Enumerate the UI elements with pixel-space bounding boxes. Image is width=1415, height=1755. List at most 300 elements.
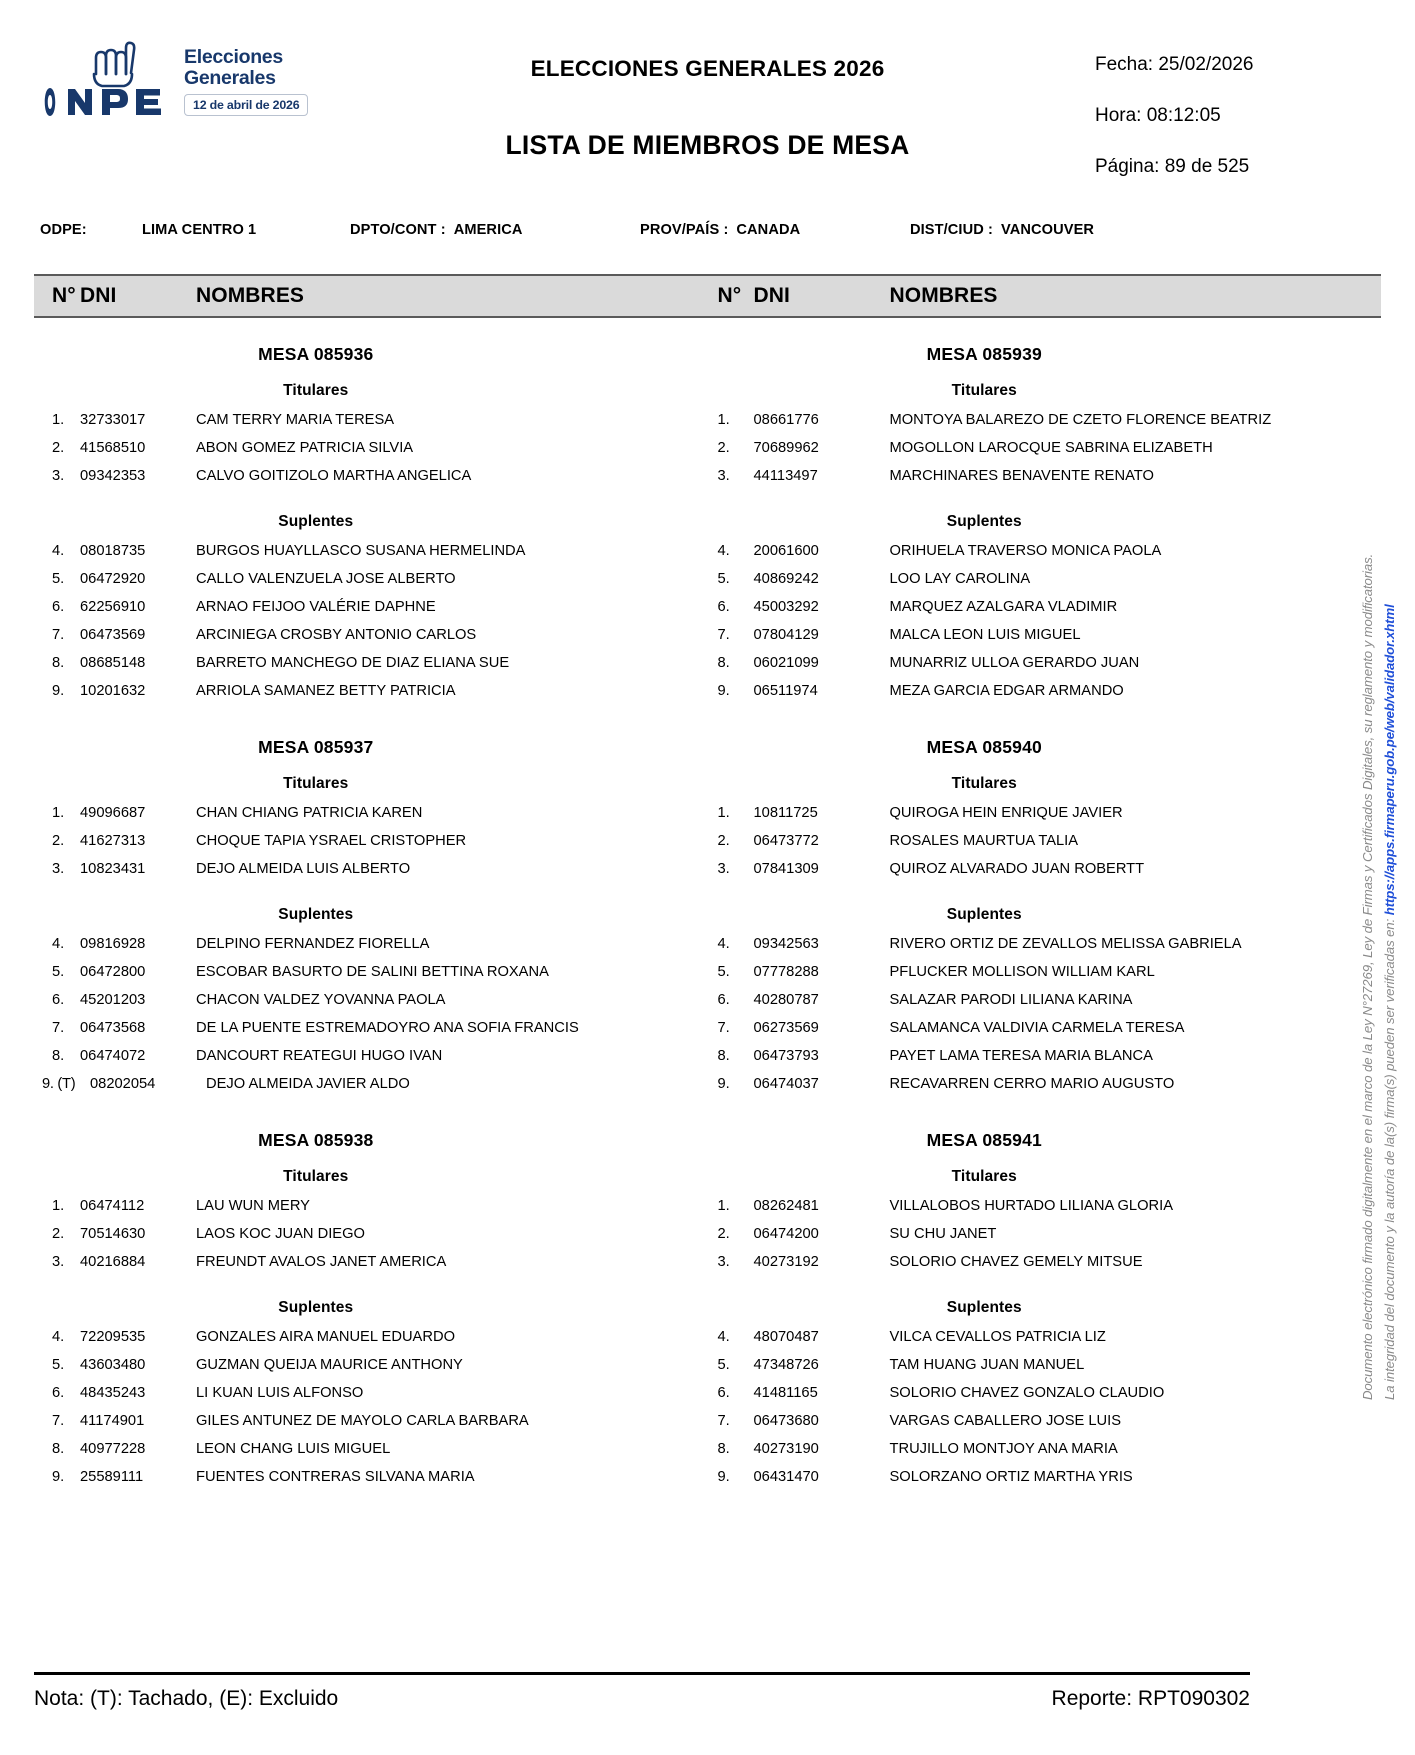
table-row: [34, 936, 708, 964]
row-dni: 40280787: [753, 992, 819, 1008]
row-nombre: SOLORZANO ORTIZ MARTHA YRIS: [889, 1469, 1133, 1485]
row-dni: 41568510: [80, 440, 146, 456]
row-nombre: SOLORIO CHAVEZ GONZALO CLAUDIO: [889, 1385, 1165, 1401]
section-title-titulares: Titulares: [951, 1168, 1017, 1185]
row-dni: 08685148: [80, 655, 146, 671]
row-nombre: RECAVARREN CERRO MARIO AUGUSTO: [889, 1076, 1175, 1092]
row-number: 4.: [717, 543, 730, 559]
row-dni: 06472800: [80, 964, 146, 980]
mesa-rows: [708, 1329, 1382, 1497]
row-dni: 20061600: [753, 543, 819, 559]
footer-row: [34, 1687, 1250, 1711]
section-title-titulares: Titulares: [951, 775, 1017, 792]
row-dni: 10201632: [80, 683, 146, 699]
row-number: 7.: [717, 1413, 730, 1429]
table-header-wrap: [0, 274, 1415, 318]
row-nombre: BURGOS HUAYLLASCO SUSANA HERMELINDA: [196, 543, 526, 559]
prov-value: CANADA: [736, 222, 801, 238]
row-number: 7.: [717, 1020, 730, 1036]
page-footer: [34, 1672, 1250, 1711]
row-dni: 41174901: [80, 1413, 145, 1429]
row-dni: 49096687: [80, 805, 146, 821]
row-dni: 06474037: [753, 1076, 819, 1092]
mesa-block: [34, 737, 708, 1104]
row-nombre: CHACON VALDEZ YOVANNA PAOLA: [196, 992, 446, 1008]
table-row: [34, 599, 708, 627]
row-dni: 10823431: [80, 861, 146, 877]
section-title-suplentes: Suplentes: [946, 1299, 1022, 1316]
row-number: 1.: [52, 1198, 65, 1214]
row-nombre: FUENTES CONTRERAS SILVANA MARIA: [196, 1469, 475, 1485]
footer-divider: [34, 1672, 1250, 1675]
row-nombre: TRUJILLO MONTJOY ANA MARIA: [889, 1441, 1118, 1457]
row-number: 1.: [52, 805, 65, 821]
mesa-rows: [34, 543, 708, 711]
row-number: 3.: [717, 861, 730, 877]
table-row: [708, 1048, 1382, 1076]
mesa-block: [708, 1130, 1382, 1497]
table-row: [708, 1198, 1382, 1226]
section-title-suplentes: Suplentes: [278, 1299, 354, 1316]
table-row: [708, 543, 1382, 571]
table-row: [34, 627, 708, 655]
row-number: 8.: [52, 1441, 65, 1457]
row-number: 4.: [52, 543, 65, 559]
table-row: [708, 936, 1382, 964]
section-title-titulares: Titulares: [283, 382, 349, 399]
row-dni: 44113497: [753, 468, 818, 484]
row-number: 1.: [717, 1198, 730, 1214]
row-dni: 06473568: [80, 1020, 146, 1036]
row-number: 4.: [52, 936, 65, 952]
row-number: 5.: [717, 964, 730, 980]
row-dni: 06473793: [753, 1048, 819, 1064]
row-number: 4.: [717, 936, 730, 952]
row-nombre: SU CHU JANET: [889, 1226, 997, 1242]
row-nombre: PFLUCKER MOLLISON WILLIAM KARL: [889, 964, 1155, 980]
table-row: [708, 683, 1382, 711]
row-nombre: ORIHUELA TRAVERSO MONICA PAOLA: [889, 543, 1162, 559]
row-number: 8.: [717, 1048, 730, 1064]
table-row: [34, 1048, 708, 1076]
row-nombre: LEON CHANG LUIS MIGUEL: [196, 1441, 391, 1457]
row-number: 9.: [52, 1469, 65, 1485]
row-dni: 06472920: [80, 571, 146, 587]
column-header-n-left: N°: [52, 284, 76, 307]
meta-hora: Hora: 08:12:05: [1095, 105, 1221, 126]
column-header-nombres-left: NOMBRES: [196, 284, 305, 307]
row-dni: 40273192: [753, 1254, 819, 1270]
row-number: 1.: [52, 412, 65, 428]
table-row: [34, 805, 708, 833]
row-number: 2.: [52, 833, 65, 849]
footer-report-id: Reporte: RPT090302: [1051, 1687, 1250, 1710]
row-nombre: ABON GOMEZ PATRICIA SILVIA: [196, 440, 414, 456]
section-title-titulares: Titulares: [951, 382, 1017, 399]
row-number: 9. (T): [42, 1076, 76, 1092]
mesa-rows: [34, 936, 708, 1104]
row-number: 6.: [717, 992, 730, 1008]
row-nombre: ESCOBAR BASURTO DE SALINI BETTINA ROXANA: [196, 964, 549, 980]
row-dni: 10811725: [753, 805, 818, 821]
table-row: [34, 992, 708, 1020]
onpe-logo-text: [184, 40, 308, 116]
row-nombre: DELPINO FERNANDEZ FIORELLA: [196, 936, 430, 952]
row-nombre: ARNAO FEIJOO VALÉRIE DAPHNE: [196, 599, 436, 615]
table-row: [708, 805, 1382, 833]
table-row: [34, 571, 708, 599]
section-title-titulares: Titulares: [283, 775, 349, 792]
table-row: [708, 833, 1382, 861]
table-row: [708, 1413, 1382, 1441]
table-row: [708, 1441, 1382, 1469]
row-nombre: SALAMANCA VALDIVIA CARMELA TERESA: [889, 1020, 1185, 1036]
logo-line-1: Elecciones: [184, 46, 283, 68]
row-nombre: LAOS KOC JUAN DIEGO: [196, 1226, 365, 1242]
column-header-dni-right: DNI: [753, 284, 790, 307]
table-header-left: [34, 276, 708, 316]
row-nombre: SOLORIO CHAVEZ GEMELY MITSUE: [889, 1254, 1143, 1270]
row-dni: 07778288: [753, 964, 819, 980]
dpto-value: AMERICA: [453, 222, 523, 238]
row-dni: 70689962: [753, 440, 819, 456]
table-row: [34, 1020, 708, 1048]
row-number: 3.: [717, 1254, 730, 1270]
table-row: [34, 655, 708, 683]
table-row: [708, 1357, 1382, 1385]
table-row: [34, 1254, 708, 1282]
table-body: [0, 318, 1415, 1497]
mesa-rows: [708, 1198, 1382, 1282]
row-nombre: SALAZAR PARODI LILIANA KARINA: [889, 992, 1133, 1008]
page-title: ELECCIONES GENERALES 2026: [530, 56, 885, 81]
section-title-suplentes: Suplentes: [946, 906, 1022, 923]
row-nombre: CAM TERRY MARIA TERESA: [196, 412, 395, 428]
row-dni: 06431470: [753, 1469, 819, 1485]
section-title-suplentes: Suplentes: [946, 513, 1022, 530]
row-dni: 06473569: [80, 627, 146, 643]
onpe-logo-mark-icon: [44, 40, 176, 118]
row-nombre: DEJO ALMEIDA LUIS ALBERTO: [196, 861, 411, 877]
row-nombre: GUZMAN QUEIJA MAURICE ANTHONY: [196, 1357, 463, 1373]
section-title-suplentes: Suplentes: [278, 513, 354, 530]
row-number: 8.: [52, 655, 65, 671]
row-number: 6.: [52, 1385, 65, 1401]
row-dni: 48435243: [80, 1385, 146, 1401]
row-number: 6.: [52, 992, 65, 1008]
page-header: [0, 0, 1415, 177]
row-number: 8.: [717, 655, 730, 671]
validator-url-link[interactable]: https://apps.firmaperu.gob.pe/web/validador.xhtml: [1382, 604, 1397, 916]
row-dni: 40869242: [753, 571, 819, 587]
row-number: 2.: [717, 1226, 730, 1242]
row-number: 4.: [717, 1329, 730, 1345]
table-row: [34, 440, 708, 468]
row-dni: 72209535: [80, 1329, 146, 1345]
table-row: [34, 1198, 708, 1226]
row-nombre: MARCHINARES BENAVENTE RENATO: [889, 468, 1154, 484]
row-number: 6.: [717, 1385, 730, 1401]
row-nombre: QUIROGA HEIN ENRIQUE JAVIER: [889, 805, 1123, 821]
table-row: [34, 468, 708, 496]
row-nombre: CALLO VALENZUELA JOSE ALBERTO: [196, 571, 456, 587]
header-meta: [1081, 26, 1381, 207]
table-row: [708, 992, 1382, 1020]
row-nombre: FREUNDT AVALOS JANET AMERICA: [196, 1254, 447, 1270]
row-number: 9.: [717, 1076, 730, 1092]
mesa-rows: [708, 412, 1382, 496]
dpto-field: [350, 222, 640, 238]
table-row: [708, 627, 1382, 655]
row-number: 7.: [52, 627, 65, 643]
row-number: 2.: [52, 1226, 65, 1242]
row-dni: 06273569: [753, 1020, 819, 1036]
table-row: [34, 1385, 708, 1413]
row-number: 7.: [52, 1413, 65, 1429]
table-row: [708, 1226, 1382, 1254]
row-nombre: LOO LAY CAROLINA: [889, 571, 1031, 587]
row-nombre: DE LA PUENTE ESTREMADOYRO ANA SOFIA FRANCIS: [196, 1020, 579, 1036]
row-dni: 70514630: [80, 1226, 146, 1242]
row-dni: 08202054: [90, 1076, 156, 1092]
table-row: [708, 599, 1382, 627]
mesa-rows: [708, 936, 1382, 1104]
row-number: 6.: [52, 599, 65, 615]
table-row: [34, 1357, 708, 1385]
row-number: 3.: [717, 468, 730, 484]
mesa-rows: [34, 1329, 708, 1497]
table-row: [34, 1076, 708, 1104]
signature-note-line-2-text: La integridad del documento y la autoría de la(s) firma(s) pueden ser verificadas en:: [1382, 915, 1397, 1400]
row-dni: 40216884: [80, 1254, 146, 1270]
logo-line-2: Generales: [184, 67, 276, 90]
row-number: 7.: [717, 627, 730, 643]
row-nombre: CALVO GOITIZOLO MARTHA ANGELICA: [196, 468, 472, 484]
table-row: [34, 861, 708, 889]
logo-date-badge: 12 de abril de 2026: [184, 94, 308, 116]
mesa-title: MESA 085936: [258, 344, 374, 364]
row-nombre: LAU WUN MERY: [196, 1198, 310, 1214]
row-dni: 48070487: [753, 1329, 819, 1345]
odpe-label: ODPE:: [40, 222, 87, 238]
row-number: 1.: [717, 412, 730, 428]
row-number: 9.: [717, 1469, 730, 1485]
row-dni: 47348726: [753, 1357, 819, 1373]
mesa-column-left: [34, 318, 708, 1497]
row-number: 5.: [717, 1357, 730, 1373]
row-number: 3.: [52, 861, 65, 877]
row-number: 1.: [717, 805, 730, 821]
row-nombre: CHOQUE TAPIA YSRAEL CRISTOPHER: [196, 833, 467, 849]
dist-field: [910, 222, 1180, 238]
table-row: [708, 1020, 1382, 1048]
table-row: [34, 1469, 708, 1497]
row-nombre: VILCA CEVALLOS PATRICIA LIZ: [889, 1329, 1106, 1345]
row-number: 6.: [717, 599, 730, 615]
row-nombre: MUNARRIZ ULLOA GERARDO JUAN: [889, 655, 1140, 671]
column-header-nombres-right: NOMBRES: [889, 284, 998, 307]
section-title-suplentes: Suplentes: [278, 906, 354, 923]
page-subtitle: LISTA DE MIEMBROS DE MESA: [505, 130, 910, 160]
table-header: [34, 274, 1381, 318]
row-dni: 08018735: [80, 543, 146, 559]
row-number: 3.: [52, 468, 65, 484]
digital-signature-note: [1339, 540, 1409, 1440]
row-nombre: VARGAS CABALLERO JOSE LUIS: [889, 1413, 1122, 1429]
row-nombre: GILES ANTUNEZ DE MAYOLO CARLA BARBARA: [196, 1413, 529, 1429]
row-dni: 06021099: [753, 655, 819, 671]
mesa-block: [708, 344, 1382, 711]
table-row: [708, 861, 1382, 889]
dpto-label: DPTO/CONT :: [350, 222, 446, 238]
odpe-value: LIMA CENTRO 1: [142, 222, 257, 238]
dist-value: VANCOUVER: [1000, 222, 1095, 238]
table-row: [708, 468, 1382, 496]
row-nombre: QUIROZ ALVARADO JUAN ROBERTT: [889, 861, 1145, 877]
table-row: [34, 1441, 708, 1469]
row-dni: 06473772: [753, 833, 819, 849]
table-row: [34, 1329, 708, 1357]
meta-fecha: Fecha: 25/02/2026: [1095, 54, 1254, 75]
row-nombre: PAYET LAMA TERESA MARIA BLANCA: [889, 1048, 1153, 1064]
table-row: [708, 440, 1382, 468]
table-row: [708, 1076, 1382, 1104]
row-number: 9.: [52, 683, 65, 699]
mesa-title: MESA 085938: [258, 1130, 374, 1150]
mesa-rows: [34, 412, 708, 496]
row-number: 9.: [717, 683, 730, 699]
signature-note-line-2: [1383, 604, 1396, 1400]
row-dni: 08661776: [753, 412, 819, 428]
row-dni: 06474072: [80, 1048, 146, 1064]
table-row: [708, 964, 1382, 992]
row-nombre: LI KUAN LUIS ALFONSO: [196, 1385, 364, 1401]
row-number: 8.: [52, 1048, 65, 1064]
table-row: [34, 543, 708, 571]
row-nombre: MEZA GARCIA EDGAR ARMANDO: [889, 683, 1124, 699]
table-row: [708, 1329, 1382, 1357]
table-row: [708, 1385, 1382, 1413]
row-dni: 41481165: [753, 1385, 818, 1401]
table-row: [708, 412, 1382, 440]
row-number: 4.: [52, 1329, 65, 1345]
prov-field: [640, 222, 910, 238]
mesa-rows: [708, 805, 1382, 889]
table-row: [34, 964, 708, 992]
row-number: 5.: [52, 571, 65, 587]
row-dni: 25589111: [80, 1469, 144, 1485]
row-nombre: MOGOLLON LAROCQUE SABRINA ELIZABETH: [889, 440, 1213, 456]
mesa-rows: [34, 805, 708, 889]
odpe-field: [40, 222, 350, 238]
row-nombre: ARCINIEGA CROSBY ANTONIO CARLOS: [196, 627, 477, 643]
meta-pagina: Página: 89 de 525: [1095, 156, 1250, 177]
footer-note: Nota: (T): Tachado, (E): Excluido: [34, 1687, 339, 1710]
mesa-rows: [34, 1198, 708, 1282]
row-dni: 06474112: [80, 1198, 145, 1214]
row-dni: 41627313: [80, 833, 146, 849]
row-number: 2.: [52, 440, 65, 456]
table-row: [34, 412, 708, 440]
row-number: 5.: [717, 571, 730, 587]
table-row: [708, 655, 1382, 683]
row-dni: 32733017: [80, 412, 146, 428]
row-nombre: ARRIOLA SAMANEZ BETTY PATRICIA: [196, 683, 456, 699]
row-number: 2.: [717, 833, 730, 849]
row-nombre: BARRETO MANCHEGO DE DIAZ ELIANA SUE: [196, 655, 510, 671]
row-nombre: MARQUEZ AZALGARA VLADIMIR: [889, 599, 1118, 615]
mesa-block: [34, 344, 708, 711]
dist-label: DIST/CIUD :: [910, 222, 993, 238]
mesa-title: MESA 085940: [926, 737, 1042, 757]
row-dni: 45201203: [80, 992, 146, 1008]
row-nombre: DANCOURT REATEGUI HUGO IVAN: [196, 1048, 443, 1064]
row-number: 3.: [52, 1254, 65, 1270]
row-dni: 06511974: [753, 683, 818, 699]
table-row: [708, 1469, 1382, 1497]
page-titles: [334, 26, 1081, 161]
table-row: [34, 683, 708, 711]
prov-label: PROV/PAÍS :: [640, 222, 729, 238]
row-dni: 09342353: [80, 468, 146, 484]
row-nombre: GONZALES AIRA MANUEL EDUARDO: [196, 1329, 455, 1345]
mesa-column-right: [708, 318, 1382, 1497]
row-dni: 08262481: [753, 1198, 819, 1214]
column-header-dni-left: DNI: [80, 284, 117, 307]
row-nombre: MALCA LEON LUIS MIGUEL: [889, 627, 1081, 643]
row-dni: 06474200: [753, 1226, 819, 1242]
table-row: [34, 1413, 708, 1441]
row-dni: 45003292: [753, 599, 819, 615]
mesa-title: MESA 085937: [258, 737, 374, 757]
signature-note-line-1: Documento electrónico firmado digitalmente en el marco de la Ley N°27269, Ley de Firmas y Certificados Digitales, su reglamento y modificatorias.: [1360, 553, 1375, 1400]
row-nombre: DEJO ALMEIDA JAVIER ALDO: [206, 1076, 410, 1092]
table-row: [708, 571, 1382, 599]
mesa-rows: [708, 543, 1382, 711]
row-dni: 62256910: [80, 599, 146, 615]
column-header-n-right: N°: [717, 284, 742, 307]
row-dni: 09342563: [753, 936, 819, 952]
row-dni: 43603480: [80, 1357, 146, 1373]
row-dni: 40273190: [753, 1441, 819, 1457]
row-dni: 09816928: [80, 936, 146, 952]
table-row: [34, 833, 708, 861]
mesa-title: MESA 085941: [926, 1130, 1042, 1150]
row-number: 8.: [717, 1441, 730, 1457]
row-number: 5.: [52, 964, 65, 980]
row-number: 5.: [52, 1357, 65, 1373]
table-row: [34, 1226, 708, 1254]
row-nombre: CHAN CHIANG PATRICIA KAREN: [196, 805, 423, 821]
onpe-logo: [34, 26, 334, 118]
table-row: [708, 1254, 1382, 1282]
row-dni: 40977228: [80, 1441, 146, 1457]
mesa-block: [34, 1130, 708, 1497]
mesa-title: MESA 085939: [926, 344, 1042, 364]
row-number: 7.: [52, 1020, 65, 1036]
row-nombre: VILLALOBOS HURTADO LILIANA GLORIA: [889, 1198, 1174, 1214]
row-nombre: RIVERO ORTIZ DE ZEVALLOS MELISSA GABRIELA: [889, 936, 1242, 952]
row-nombre: ROSALES MAURTUA TALIA: [889, 833, 1079, 849]
mesa-block: [708, 737, 1382, 1104]
row-nombre: TAM HUANG JUAN MANUEL: [889, 1357, 1085, 1373]
row-number: 2.: [717, 440, 730, 456]
row-dni: 06473680: [753, 1413, 819, 1429]
row-dni: 07804129: [753, 627, 819, 643]
row-dni: 07841309: [753, 861, 819, 877]
section-title-titulares: Titulares: [283, 1168, 349, 1185]
row-nombre: MONTOYA BALAREZO DE CZETO FLORENCE BEATRIZ: [889, 412, 1272, 428]
